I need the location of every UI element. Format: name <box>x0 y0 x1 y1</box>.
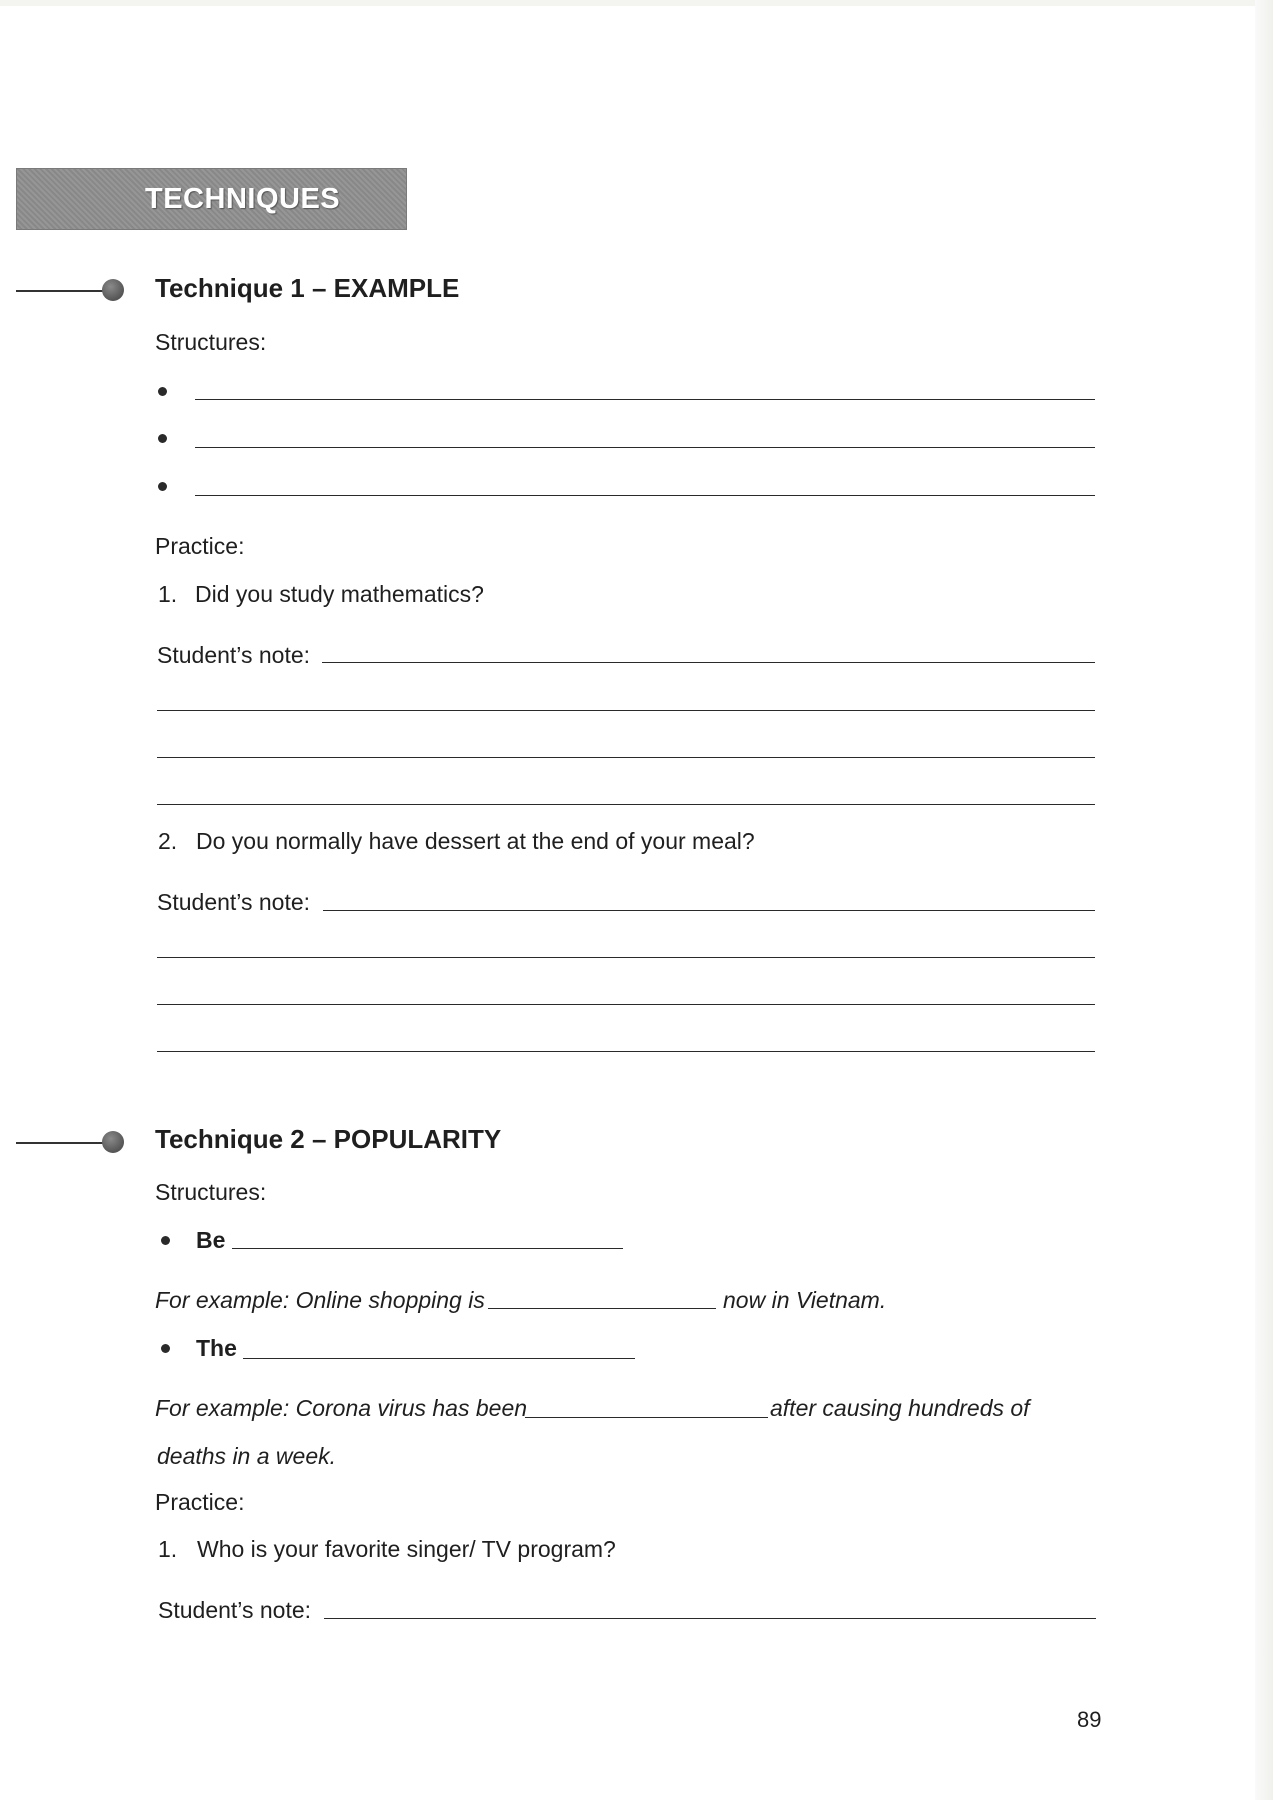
the-blank[interactable] <box>243 1358 635 1359</box>
t1-q1-note-label: Student’s note: <box>157 642 311 668</box>
t1-q2-note-line[interactable] <box>157 1051 1095 1052</box>
t2-q1-note-label: Student’s note: <box>158 1597 312 1623</box>
bullet-icon <box>161 1344 170 1353</box>
t1-q1-text: Did you study mathematics? <box>195 581 484 607</box>
t1-q1-note-line[interactable] <box>157 757 1095 758</box>
technique-1-heading: Technique 1 – EXAMPLE <box>155 273 460 303</box>
scan-right-edge <box>1255 0 1273 1800</box>
t1-q1-number: 1. <box>158 581 178 607</box>
t1-q1-note-line[interactable] <box>157 804 1095 805</box>
t1-q2-note-label: Student’s note: <box>157 889 311 915</box>
scan-top-edge <box>0 0 1273 6</box>
t1-q1-note-line[interactable] <box>157 710 1095 711</box>
technique-2-practice-label: Practice: <box>155 1489 245 1515</box>
the-word: The <box>196 1335 237 1361</box>
t1-q2-note-line[interactable] <box>323 910 1095 911</box>
t2-q1-note-line[interactable] <box>324 1618 1096 1619</box>
t2-q1-text: Who is your favorite singer/ TV program? <box>197 1536 616 1562</box>
technique-2-structures-label: Structures: <box>155 1179 267 1205</box>
t1-q2-text: Do you normally have dessert at the end of your meal? <box>196 828 755 854</box>
bullet-icon <box>161 1236 170 1245</box>
technique-2-marker-icon <box>16 1130 124 1154</box>
example-2-continuation: deaths in a week. <box>157 1443 337 1469</box>
page-number: 89 <box>1077 1707 1102 1732</box>
example-1-lead: For example: Online shopping is <box>155 1287 485 1313</box>
t1-q2-number: 2. <box>158 828 178 854</box>
example-2-lead: For example: Corona virus has been <box>155 1395 528 1421</box>
example-2-blank[interactable] <box>525 1417 768 1418</box>
t1-q1-note-line[interactable] <box>322 662 1095 663</box>
bullet-icon <box>158 387 167 396</box>
bullet-icon <box>158 434 167 443</box>
example-1-blank[interactable] <box>488 1308 716 1309</box>
t2-q1-number: 1. <box>158 1536 178 1562</box>
be-blank[interactable] <box>232 1248 623 1249</box>
example-1-tail: now in Vietnam. <box>723 1287 887 1313</box>
technique-1-marker-icon <box>16 278 124 302</box>
banner-title: TECHNIQUES <box>145 183 341 215</box>
technique-1-practice-label: Practice: <box>155 533 245 559</box>
bullet-icon <box>158 482 167 491</box>
structure-blank-1[interactable] <box>195 399 1095 400</box>
technique-1-structures-label: Structures: <box>155 329 267 355</box>
t1-q2-note-line[interactable] <box>157 1004 1095 1005</box>
structure-blank-2[interactable] <box>195 447 1095 448</box>
technique-2-heading: Technique 2 – POPULARITY <box>155 1124 502 1154</box>
t1-q2-note-line[interactable] <box>157 957 1095 958</box>
techniques-banner <box>16 168 407 230</box>
be-word: Be <box>196 1227 226 1253</box>
structure-blank-3[interactable] <box>195 495 1095 496</box>
example-2-tail: after causing hundreds of <box>770 1395 1030 1421</box>
